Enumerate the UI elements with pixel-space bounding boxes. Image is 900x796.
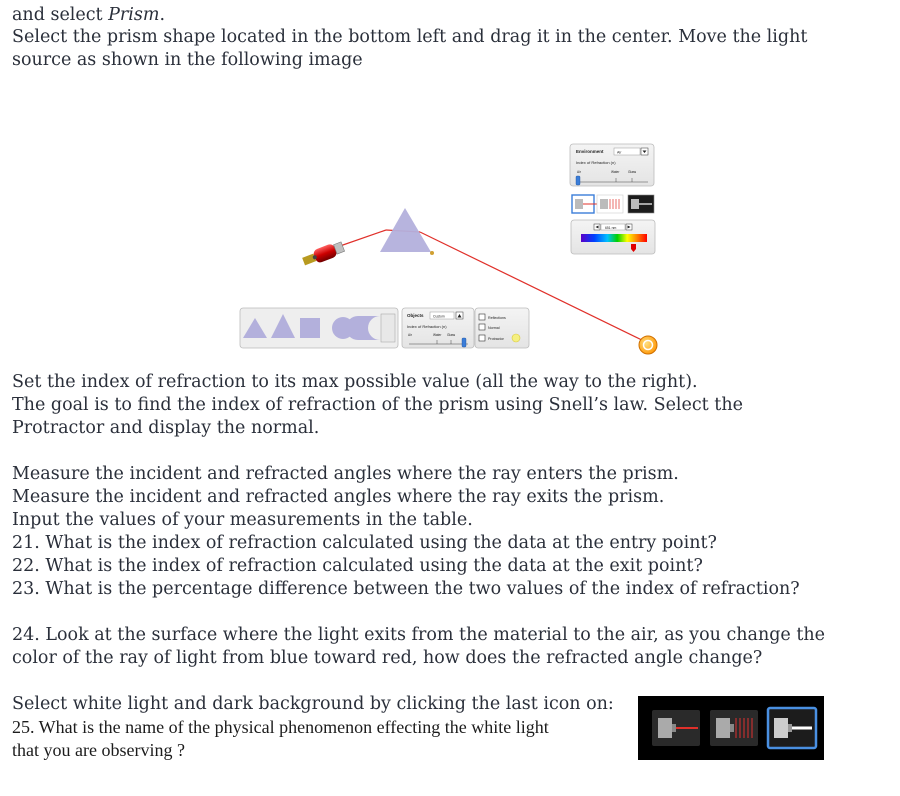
objects-value: Custom bbox=[433, 314, 445, 319]
reflections-checkbox[interactable] bbox=[479, 314, 485, 320]
obj-index-slider-thumb[interactable] bbox=[462, 338, 466, 347]
objects-label: Objects bbox=[407, 313, 424, 318]
text-line-5: Protractor and display the normal. bbox=[12, 418, 320, 438]
protractor-label: Protractor bbox=[488, 337, 504, 341]
text-line-6: Measure the incident and refracted angles where the ray enters the prism. bbox=[12, 464, 679, 484]
obj-index-label: Index of Refraction (n) bbox=[407, 324, 447, 329]
environment-panel bbox=[570, 144, 654, 186]
laser-source[interactable] bbox=[301, 240, 345, 268]
square-prism-icon[interactable] bbox=[300, 318, 320, 338]
wavelength-spectrum-slider[interactable] bbox=[581, 234, 647, 242]
text-line-2: source as shown in the following image bbox=[12, 50, 363, 70]
mode-icons-sim bbox=[572, 195, 654, 213]
question-21: 21. What is the index of refraction calculated using the data at the entry point? bbox=[12, 533, 717, 553]
objects-panel bbox=[402, 308, 474, 348]
question-24-line-1: 24. Look at the surface where the light exits from the material to the air, as you change the bbox=[12, 625, 825, 645]
ray-mode-icon-large[interactable] bbox=[652, 710, 700, 746]
obj-scale-water: Water bbox=[433, 333, 442, 337]
reflections-label: Reflections bbox=[488, 316, 506, 320]
question-22: 22. What is the index of refraction calculated using the data at the exit point? bbox=[12, 556, 703, 576]
index-label: Index of Refraction (n) bbox=[576, 160, 616, 165]
object-toolbox bbox=[240, 308, 398, 348]
question-25-line-1: 25. What is the name of the physical phenomenon effecting the white light bbox=[12, 717, 549, 737]
text-line-1: Select the prism shape located in the bottom left and drag it in the center. Move the light bbox=[12, 27, 808, 47]
obj-scale-glass: Glass bbox=[447, 333, 456, 337]
checkbox-panel bbox=[475, 308, 529, 348]
white-light-mode-icon-large[interactable] bbox=[768, 708, 816, 748]
prism-italic: Prism bbox=[108, 5, 160, 25]
wave-mode-icon-large[interactable] bbox=[710, 710, 758, 746]
scale-glass: Glass bbox=[628, 170, 637, 174]
text-line-3: Set the index of refraction to its max possible value (all the way to the right). bbox=[12, 372, 698, 392]
mode-icons-large bbox=[638, 696, 824, 760]
text-line-14: Select white light and dark background by clicking the last icon on: bbox=[12, 694, 614, 714]
wavelength-panel bbox=[571, 220, 655, 254]
wavelength-value: 651 nm bbox=[605, 225, 617, 230]
environment-label: Environment bbox=[576, 149, 604, 154]
scale-air: Air bbox=[577, 170, 581, 174]
text-line-0-prefix: and select bbox=[12, 5, 109, 25]
incident-ray bbox=[340, 230, 386, 246]
text-line-0-suffix: . bbox=[159, 5, 166, 25]
protractor-icon bbox=[512, 334, 520, 342]
environment-value: Air bbox=[617, 150, 622, 155]
question-23: 23. What is the percentage difference between the two values of the index of refraction? bbox=[12, 579, 800, 599]
text-line-8: Input the values of your measurements in the table. bbox=[12, 510, 473, 530]
bending-light-simulation bbox=[0, 0, 900, 380]
normal-label: Normal bbox=[488, 326, 500, 330]
text-line-7: Measure the incident and refracted angles where the ray exits the prism. bbox=[12, 487, 665, 507]
protractor-checkbox[interactable] bbox=[479, 335, 485, 341]
index-slider-thumb[interactable] bbox=[576, 176, 580, 185]
scale-water: Water bbox=[611, 170, 620, 174]
question-24-line-2: color of the ray of light from blue toward red, how does the refracted angle change? bbox=[12, 648, 763, 668]
intensity-sensor[interactable] bbox=[639, 336, 657, 354]
normal-checkbox[interactable] bbox=[479, 324, 485, 330]
text-line-4: The goal is to find the index of refraction of the prism using Snell’s law. Select the bbox=[12, 395, 743, 415]
question-25-line-2: that you are observing ? bbox=[12, 740, 185, 760]
prism-rotate-handle[interactable] bbox=[430, 251, 434, 255]
obj-scale-air: Air bbox=[408, 333, 412, 337]
